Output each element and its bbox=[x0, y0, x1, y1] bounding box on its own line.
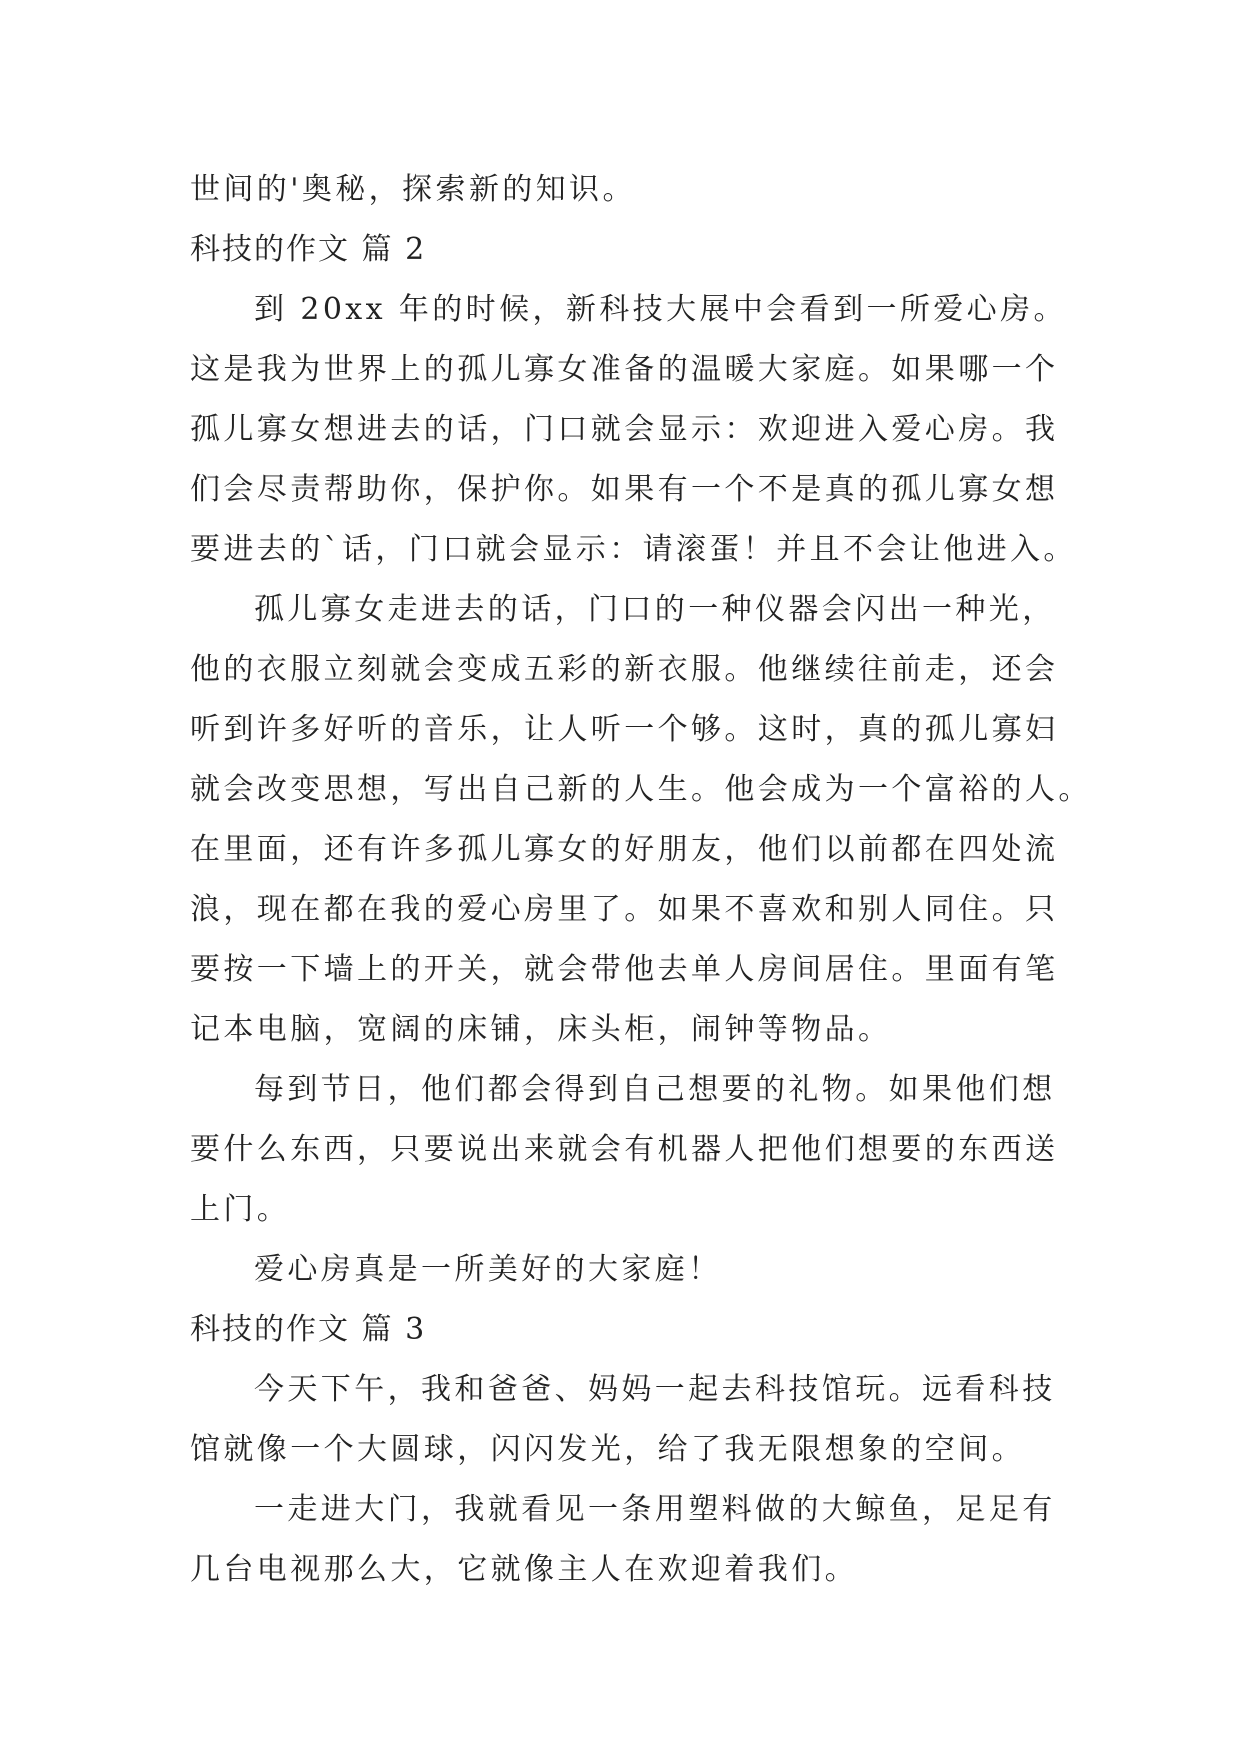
text-line: 记本电脑，宽阔的床铺，床头柜，闹钟等物品。 bbox=[190, 1012, 892, 1047]
text-line: 要进去的`话，门口就会显示：请滚蛋！并且不会让他进入。 bbox=[190, 532, 1077, 567]
text-line: 一走进大门，我就看见一条用塑料做的大鲸鱼，足足有 bbox=[254, 1492, 1056, 1527]
section-heading: 科技的作文 篇 3 bbox=[190, 1312, 427, 1347]
text-line: 浪，现在都在我的爱心房里了。如果不喜欢和别人同住。只 bbox=[190, 892, 1059, 927]
text-line: 孤儿寡女想进去的话，门口就会显示：欢迎进入爱心房。我 bbox=[190, 412, 1059, 447]
section-heading: 科技的作文 篇 2 bbox=[190, 232, 427, 267]
text-line: 到 20xx 年的时候，新科技大展中会看到一所爱心房。 bbox=[254, 292, 1067, 327]
document-body bbox=[190, 160, 1092, 1600]
text-line: 就会改变思想，写出自己新的人生。他会成为一个富裕的人。 bbox=[190, 772, 1092, 807]
text-line: 每到节日，他们都会得到自己想要的礼物。如果他们想 bbox=[254, 1072, 1056, 1107]
text-line: 们会尽责帮助你，保护你。如果有一个不是真的孤儿寡女想 bbox=[190, 472, 1059, 507]
text-line: 孤儿寡女走进去的话，门口的一种仪器会闪出一种光， bbox=[254, 592, 1056, 627]
text-line: 这是我为世界上的孤儿寡女准备的温暖大家庭。如果哪一个 bbox=[190, 352, 1059, 387]
text-line: 上门。 bbox=[190, 1192, 291, 1227]
text-line: 听到许多好听的音乐，让人听一个够。这时，真的孤儿寡妇 bbox=[190, 712, 1059, 747]
text-line: 今天下午，我和爸爸、妈妈一起去科技馆玩。远看科技 bbox=[254, 1372, 1056, 1407]
text-line: 爱心房真是一所美好的大家庭！ bbox=[254, 1252, 722, 1287]
text-line: 世间的'奥秘，探索新的知识。 bbox=[190, 172, 636, 207]
text-line: 在里面，还有许多孤儿寡女的好朋友，他们以前都在四处流 bbox=[190, 832, 1059, 867]
text-line: 要什么东西，只要说出来就会有机器人把他们想要的东西送 bbox=[190, 1132, 1059, 1167]
text-line: 他的衣服立刻就会变成五彩的新衣服。他继续往前走，还会 bbox=[190, 652, 1059, 687]
text-line: 要按一下墙上的开关，就会带他去单人房间居住。里面有笔 bbox=[190, 952, 1059, 987]
text-line: 馆就像一个大圆球，闪闪发光，给了我无限想象的空间。 bbox=[190, 1432, 1025, 1467]
text-line: 几台电视那么大，它就像主人在欢迎着我们。 bbox=[190, 1552, 858, 1587]
